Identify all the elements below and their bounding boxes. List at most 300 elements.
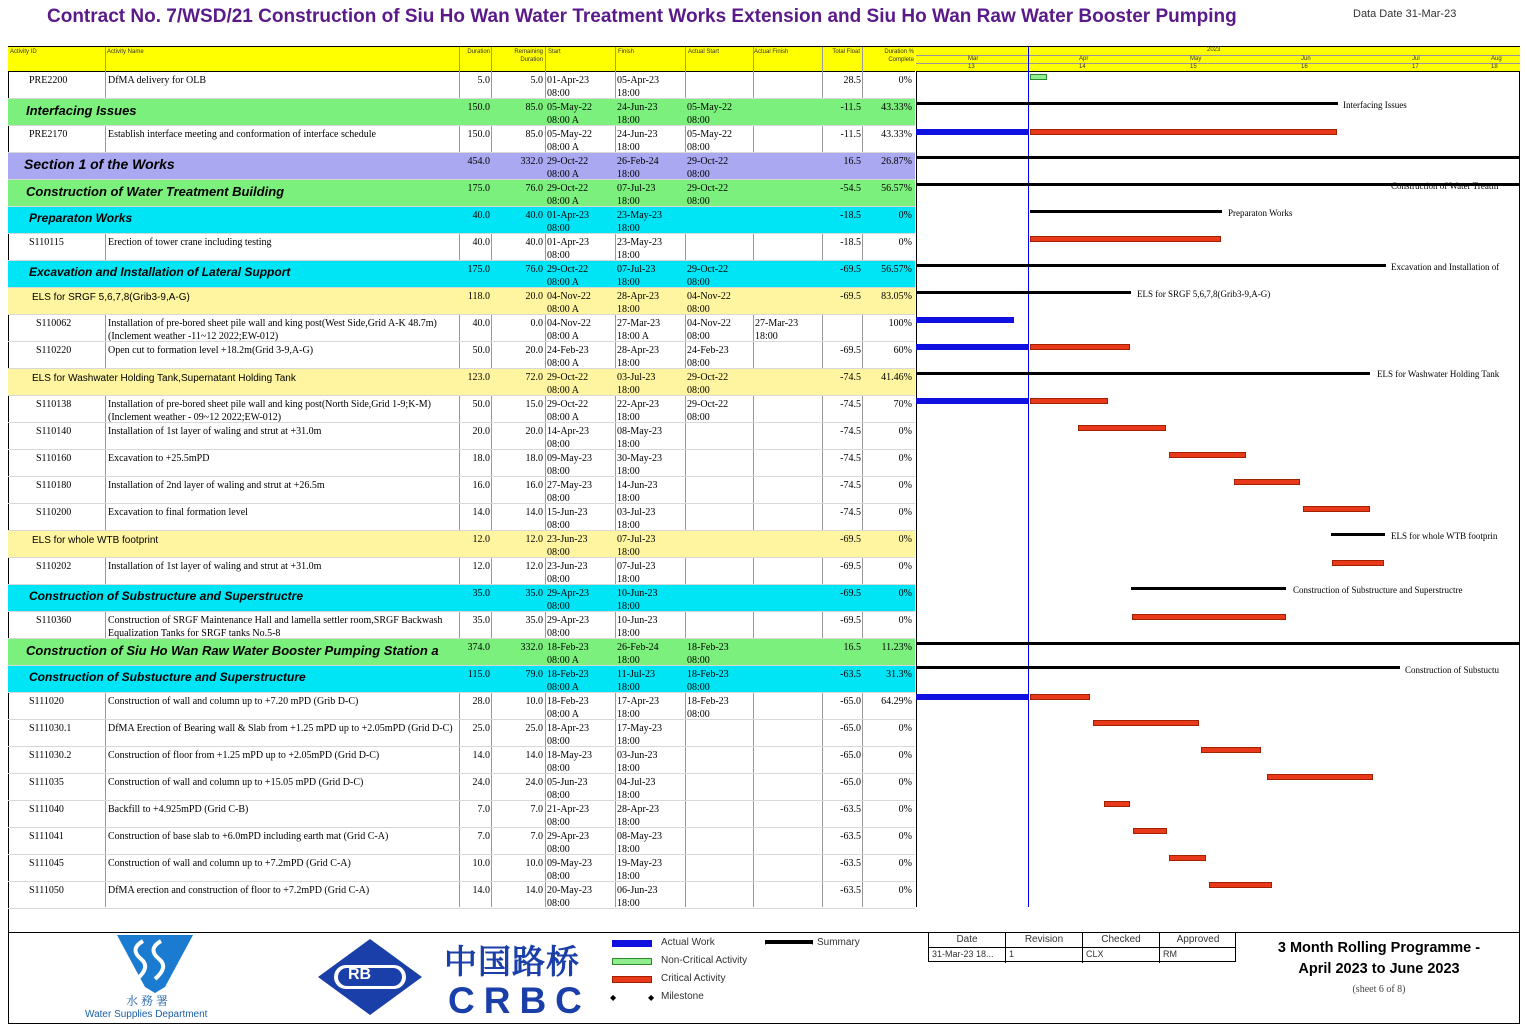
timescale-year: 2023 [1207, 47, 1221, 53]
remaining-duration: 0.0 [530, 318, 543, 329]
summary-bar[interactable] [916, 264, 1386, 267]
total-float: -69.5 [840, 561, 861, 572]
critical-bar[interactable] [1104, 801, 1130, 807]
start-date: 05-Jun-23 [547, 777, 588, 788]
critical-bar[interactable] [1169, 452, 1246, 458]
finish-time: 18:00 [617, 493, 640, 504]
duration: 175.0 [467, 183, 490, 194]
activity-id: S111035 [29, 777, 64, 788]
total-float: -69.5 [840, 264, 861, 275]
wbs-row[interactable] [8, 369, 915, 396]
activity-name: Erection of tower crane including testing [108, 237, 272, 248]
remaining-duration: 85.0 [525, 129, 543, 140]
total-float: -65.0 [840, 696, 861, 707]
critical-bar[interactable] [1332, 560, 1384, 566]
summary-icon [809, 940, 813, 945]
duration: 14.0 [472, 885, 490, 896]
finish-date: 05-Apr-23 [617, 75, 660, 86]
col-remaining-duration[interactable]: Remaining Duration [514, 49, 543, 63]
finish-time: 18:00 [617, 466, 640, 477]
total-float: -18.5 [840, 210, 861, 221]
total-float: -63.5 [840, 885, 861, 896]
finish-time: 18:00 [617, 817, 640, 828]
summary-bar[interactable] [916, 372, 1370, 375]
start-date: 23-Jun-23 [547, 561, 588, 572]
finish-date: 26-Feb-24 [617, 642, 659, 653]
activity-name: Establish interface meeting and conformation of interface schedule [108, 129, 376, 140]
table-row[interactable] [8, 126, 915, 153]
actual-bar[interactable] [916, 317, 1014, 323]
table-row[interactable] [8, 612, 915, 639]
wbs-row[interactable] [8, 261, 915, 288]
critical-bar[interactable] [1030, 694, 1090, 700]
finish-time: 18:00 [617, 304, 640, 315]
finish-date: 14-Jun-23 [617, 480, 658, 491]
duration: 115.0 [467, 669, 490, 680]
duration-percent: 0% [898, 75, 912, 86]
rb-logo-text: RB [348, 966, 372, 983]
actual-start-time: 08:00 [687, 115, 710, 126]
activity-name: Open cut to formation level +18.2m(Grid 3-9,A-G) [108, 345, 314, 356]
actual-start-date: 29-Oct-22 [687, 372, 729, 383]
critical-bar[interactable] [1030, 398, 1108, 404]
duration-percent: 56.57% [881, 264, 912, 275]
total-float: -74.5 [840, 372, 861, 383]
wbs-name: ELS for SRGF 5,6,7,8(Grib3-9,A-G) [32, 292, 190, 303]
col-total-float[interactable]: Total Float [832, 49, 860, 55]
finish-date: 26-Feb-24 [617, 156, 659, 167]
actual-start-date: 29-Oct-22 [687, 156, 729, 167]
summary-bar[interactable] [1331, 533, 1385, 536]
finish-date: 10-Jun-23 [617, 588, 658, 599]
total-float: -11.5 [840, 102, 861, 113]
remaining-duration: 332.0 [520, 642, 543, 653]
start-time: 08:00 A [547, 412, 579, 423]
col-actual-finish[interactable]: Actual Finish [754, 49, 789, 55]
start-time: 08:00 A [547, 709, 579, 720]
duration: 7.0 [477, 804, 490, 815]
start-time: 08:00 A [547, 169, 579, 180]
finish-date: 11-Jul-23 [617, 669, 655, 680]
remaining-duration: 14.0 [525, 507, 543, 518]
finish-time: 18:00 [617, 439, 640, 450]
finish-time: 18:00 [617, 223, 640, 234]
legend-non-critical: Non-Critical Activity [661, 955, 748, 966]
duration: 50.0 [472, 345, 490, 356]
finish-date: 07-Jul-23 [617, 264, 656, 275]
wbs-row[interactable] [8, 180, 915, 207]
start-date: 29-Oct-22 [547, 372, 589, 383]
wbs-row[interactable] [8, 153, 915, 180]
gantt-label: Excavation and Installation of [1391, 262, 1500, 272]
start-time: 08:00 A [547, 655, 579, 666]
activity-name: DfMA erection and construction of floor to +7.2mPD (Grid C-A) [108, 885, 370, 896]
finish-time: 18:00 [617, 385, 640, 396]
activity-id: S110138 [36, 399, 72, 410]
activity-name: DfMA Erection of Bearing wall & Slab from +1.25 mPD up to +2.05mPD (Grid D-C) [108, 723, 453, 734]
remaining-duration: 14.0 [525, 885, 543, 896]
actual-bar[interactable] [916, 398, 1028, 404]
data-date-line [1028, 47, 1029, 907]
start-date: 18-Feb-23 [547, 669, 589, 680]
duration-percent: 0% [898, 588, 912, 599]
table-row[interactable] [8, 396, 915, 423]
rev-header-approved: Approved [1176, 934, 1220, 945]
duration-percent: 0% [898, 426, 912, 437]
section-line [916, 642, 1520, 645]
summary-icon [765, 940, 813, 944]
wbs-name: Construction of Siu Ho Wan Raw Water Booster Pumping Station a [26, 643, 439, 658]
activity-id: S111040 [29, 804, 64, 815]
duration-percent: 31.3% [886, 669, 912, 680]
duration: 40.0 [472, 318, 490, 329]
activity-id: PRE2200 [29, 75, 68, 86]
page-title: Contract No. 7/WSD/21 Construction of Siu Ho Wan Water Treatment Works Extension and Siu Ho Wan Raw Water Booster Pumping [47, 6, 1237, 27]
start-date: 09-May-23 [547, 858, 592, 869]
actual-start-time: 08:00 [687, 358, 710, 369]
finish-date: 19-May-23 [617, 858, 662, 869]
rev-value-date: 31-Mar-23 18... [932, 949, 994, 959]
actual-start-time: 08:00 [687, 655, 710, 666]
remaining-duration: 7.0 [530, 804, 543, 815]
remaining-duration: 25.0 [525, 723, 543, 734]
legend-actual-work: Actual Work [661, 937, 715, 948]
remaining-duration: 20.0 [525, 426, 543, 437]
critical-bar[interactable] [1201, 747, 1261, 753]
table-row[interactable] [8, 693, 915, 720]
start-time: 08:00 [547, 736, 570, 747]
rev-value-approved: RM [1163, 949, 1177, 959]
table-row[interactable] [8, 558, 915, 585]
finish-time: 18:00 [617, 88, 640, 99]
actual-start-time: 08:00 [687, 385, 710, 396]
actual-bar[interactable] [916, 129, 1028, 135]
col-start[interactable]: Start [548, 49, 561, 55]
actual-start-date: 04-Nov-22 [687, 318, 731, 329]
finish-date: 03-Jun-23 [617, 750, 658, 761]
wbs-name: Section 1 of the Works [24, 156, 175, 172]
finish-time: 18:00 [617, 709, 640, 720]
total-float: -63.5 [840, 804, 861, 815]
actual-start-date: 18-Feb-23 [687, 642, 729, 653]
critical-bar[interactable] [1133, 828, 1167, 834]
col-finish[interactable]: Finish [618, 49, 635, 55]
remaining-duration: 5.0 [530, 75, 543, 86]
noncritical-bar[interactable] [1030, 74, 1047, 80]
programme-title [1248, 938, 1510, 980]
table-row[interactable] [8, 855, 915, 882]
rev-header-revision: Revision [1024, 934, 1064, 945]
duration: 12.0 [472, 534, 490, 545]
duration-percent: 0% [898, 831, 912, 842]
table-row[interactable] [8, 801, 915, 828]
start-time: 08:00 A [547, 115, 579, 126]
table-row[interactable] [8, 477, 915, 504]
total-float: -69.5 [840, 534, 861, 545]
finish-time: 18:00 [617, 547, 640, 558]
summary-bar[interactable] [1030, 210, 1222, 213]
table-row[interactable] [8, 828, 915, 855]
activity-id: S110140 [36, 426, 72, 437]
revision-table [928, 932, 1236, 962]
activity-name: Installation of 1st layer of waling and strut at +31.0m [108, 426, 322, 437]
summary-bar[interactable] [1131, 587, 1286, 590]
summary-icon [765, 940, 769, 945]
wbs-name: Preparaton Works [29, 211, 133, 225]
month-mar: Mar [968, 56, 979, 62]
month-aug: Aug [1491, 56, 1502, 62]
start-time: 08:00 [547, 223, 570, 234]
summary-bar[interactable] [916, 102, 1338, 105]
actual-finish-time: 18:00 [755, 331, 778, 342]
wbs-row[interactable] [8, 666, 915, 693]
finish-date: 28-Apr-23 [617, 345, 660, 356]
total-float: -74.5 [840, 480, 861, 491]
duration-percent: 0% [898, 777, 912, 788]
start-date: 29-Oct-22 [547, 264, 589, 275]
start-date: 18-Apr-23 [547, 723, 590, 734]
finish-time: 18:00 [617, 196, 640, 207]
duration: 24.0 [472, 777, 490, 788]
start-time: 08:00 A [547, 385, 579, 396]
col-duration-pct[interactable]: Duration % Complete [884, 49, 914, 63]
finish-time: 18:00 [617, 844, 640, 855]
activity-name: Construction of wall and column up to +7.20 mPD (Grib D-C) [108, 696, 359, 707]
finish-date: 07-Jul-23 [617, 183, 656, 194]
finish-time: 18:00 [617, 574, 640, 585]
finish-time: 18:00 [617, 682, 640, 693]
actual-start-time: 08:00 [687, 277, 710, 288]
total-float: 28.5 [843, 75, 861, 86]
milestone-icon: ◆ [610, 993, 617, 1002]
summary-bar[interactable] [916, 291, 1131, 294]
duration: 5.0 [477, 75, 490, 86]
activity-name: Installation of pre-bored sheet pile wall and king post(West Side,Grid A-K 48.7m) (Inclement weather -11~12 2022;EW-012) [108, 318, 437, 342]
table-row[interactable] [8, 747, 915, 774]
activity-id: S111020 [29, 696, 64, 707]
start-time: 08:00 A [547, 682, 579, 693]
finish-date: 08-May-23 [617, 831, 662, 842]
table-row[interactable] [8, 423, 915, 450]
wbs-name: Interfacing Issues [26, 103, 137, 118]
duration-percent: 0% [898, 453, 912, 464]
finish-date: 27-Mar-23 [617, 318, 661, 329]
critical-bar[interactable] [1132, 614, 1286, 620]
duration-percent: 56.57% [881, 183, 912, 194]
start-time: 08:00 A [547, 331, 579, 342]
start-date: 15-Jun-23 [547, 507, 588, 518]
start-date: 29-Apr-23 [547, 615, 590, 626]
duration-percent: 26.87% [881, 156, 912, 167]
summary-bar[interactable] [916, 666, 1400, 669]
total-float: -63.5 [840, 831, 861, 842]
col-activity-id[interactable]: Activity ID [10, 49, 37, 55]
start-date: 05-May-22 [547, 102, 592, 113]
crbc-chinese-name: 中国路桥 [444, 942, 580, 981]
actual-start-time: 08:00 [687, 142, 710, 153]
col-activity-name[interactable]: Activity Name [107, 49, 144, 55]
wbs-row[interactable] [8, 288, 915, 315]
start-time: 08:00 [547, 601, 570, 612]
activity-name: Construction of wall and column up to +7.2mPD (Grid C-A) [108, 858, 351, 869]
actual-start-date: 29-Oct-22 [687, 399, 729, 410]
month-may: May [1190, 56, 1202, 62]
table-row[interactable] [8, 774, 915, 801]
duration-percent: 0% [898, 561, 912, 572]
duration-percent: 11.23% [881, 642, 912, 653]
legend-critical: Critical Activity [661, 973, 726, 984]
activity-id: S110220 [36, 345, 72, 356]
table-row[interactable] [8, 234, 915, 261]
wsd-english-name: Water Supplies Department [85, 1009, 208, 1020]
critical-bar[interactable] [1267, 774, 1373, 780]
actual-finish-date: 27-Mar-23 [755, 318, 799, 329]
remaining-duration: 18.0 [525, 453, 543, 464]
start-time: 08:00 A [547, 358, 579, 369]
critical-bar[interactable] [1030, 344, 1130, 350]
start-date: 14-Apr-23 [547, 426, 590, 437]
rev-header-date: Date [956, 934, 978, 945]
duration: 12.0 [472, 561, 490, 572]
duration: 40.0 [472, 237, 490, 248]
finish-date: 23-May-23 [617, 210, 662, 221]
start-date: 01-Apr-23 [547, 75, 590, 86]
duration-percent: 70% [893, 399, 912, 410]
activity-name: Construction of wall and column up to +15.05 mPD (Grid D-C) [108, 777, 364, 788]
duration-percent: 0% [898, 210, 912, 221]
critical-bar[interactable] [1209, 882, 1272, 888]
start-date: 29-Apr-23 [547, 588, 590, 599]
legend-critical-swatch [612, 976, 652, 983]
activity-name: Construction of base slab to +6.0mPD including earth mat (Grid C-A) [108, 831, 389, 842]
start-time: 08:00 [547, 466, 570, 477]
total-float: -69.5 [840, 291, 861, 302]
week-18: 18 [1491, 64, 1498, 70]
table-row[interactable] [8, 315, 915, 342]
week-17: 17 [1412, 64, 1419, 70]
summary-bar[interactable] [916, 183, 1386, 186]
start-time: 08:00 [547, 790, 570, 801]
finish-time: 18:00 [617, 898, 640, 909]
actual-bar[interactable] [916, 344, 1028, 350]
start-date: 18-Feb-23 [547, 642, 589, 653]
table-row[interactable] [8, 342, 915, 369]
start-time: 08:00 [547, 898, 570, 909]
table-row[interactable] [8, 72, 915, 99]
activity-id: S110062 [36, 318, 72, 329]
duration-percent: 0% [898, 804, 912, 815]
critical-bar[interactable] [1303, 506, 1370, 512]
table-row[interactable] [8, 882, 915, 909]
wbs-name: ELS for whole WTB footprint [32, 535, 159, 546]
data-date: Data Date 31-Mar-23 [1353, 8, 1457, 20]
start-time: 08:00 [547, 547, 570, 558]
wbs-row[interactable] [8, 99, 915, 126]
total-float: -54.5 [840, 183, 861, 194]
start-time: 08:00 [547, 520, 570, 531]
gantt-label: Construction of Water Treatm [1391, 181, 1499, 191]
remaining-duration: 76.0 [525, 264, 543, 275]
total-float: -63.5 [840, 669, 861, 680]
critical-bar[interactable] [1030, 129, 1337, 135]
wbs-row[interactable] [8, 585, 915, 612]
col-duration[interactable]: Duration [467, 49, 490, 55]
duration: 20.0 [472, 426, 490, 437]
activity-id: S111050 [29, 885, 64, 896]
duration: 40.0 [472, 210, 490, 221]
actual-start-date: 29-Oct-22 [687, 183, 729, 194]
start-time: 08:00 [547, 250, 570, 261]
actual-start-time: 08:00 [687, 709, 710, 720]
section-line [916, 156, 1520, 159]
finish-date: 03-Jul-23 [617, 507, 656, 518]
wbs-name: Construction of Substructure and Superstructre [29, 589, 304, 603]
actual-start-date: 18-Feb-23 [687, 696, 729, 707]
gantt-label: Construction of Substuctu [1405, 665, 1499, 675]
start-time: 08:00 [547, 763, 570, 774]
month-jul: Jul [1412, 56, 1420, 62]
finish-time: 18:00 [617, 115, 640, 126]
start-time: 08:00 A [547, 142, 579, 153]
start-date: 29-Oct-22 [547, 156, 589, 167]
actual-start-time: 08:00 [687, 169, 710, 180]
wbs-row[interactable] [8, 639, 915, 666]
total-float: -74.5 [840, 453, 861, 464]
critical-bar[interactable] [1030, 236, 1221, 242]
duration: 14.0 [472, 507, 490, 518]
programme-title-line1: 3 Month Rolling Programme - [1277, 940, 1481, 956]
legend-summary: Summary [817, 937, 860, 948]
duration-percent: 0% [898, 507, 912, 518]
finish-date: 30-May-23 [617, 453, 662, 464]
table-row[interactable] [8, 504, 915, 531]
start-time: 08:00 [547, 493, 570, 504]
total-float: -11.5 [840, 129, 861, 140]
remaining-duration: 72.0 [525, 372, 543, 383]
duration: 374.0 [467, 642, 490, 653]
total-float: -65.0 [840, 750, 861, 761]
activity-name: Backfill to +4.925mPD (Grid C-B) [108, 804, 249, 815]
total-float: 16.5 [843, 642, 861, 653]
start-date: 01-Apr-23 [547, 237, 590, 248]
critical-bar[interactable] [1169, 855, 1206, 861]
col-actual-start[interactable]: Actual Start [688, 49, 720, 55]
total-float: -63.5 [840, 858, 861, 869]
critical-bar[interactable] [1093, 720, 1199, 726]
week-14: 14 [1079, 64, 1086, 70]
start-time: 08:00 [547, 844, 570, 855]
table-row[interactable] [8, 450, 915, 477]
remaining-duration: 14.0 [525, 750, 543, 761]
wbs-name: Excavation and Installation of Lateral Support [29, 265, 291, 279]
critical-bar[interactable] [1234, 479, 1300, 485]
critical-bar[interactable] [1078, 425, 1166, 431]
total-float: -74.5 [840, 507, 861, 518]
actual-bar[interactable] [916, 694, 1028, 700]
duration-percent: 0% [898, 723, 912, 734]
wbs-row[interactable] [8, 207, 915, 234]
actual-start-date: 05-May-22 [687, 102, 732, 113]
wbs-row[interactable] [8, 531, 915, 558]
finish-time: 18:00 [617, 871, 640, 882]
crbc-english-name: CRBC [448, 980, 591, 1021]
duration-percent: 0% [898, 615, 912, 626]
table-row[interactable] [8, 720, 915, 747]
start-time: 08:00 [547, 88, 570, 99]
duration: 14.0 [472, 750, 490, 761]
start-time: 08:00 [547, 628, 570, 639]
activity-id: S110115 [29, 237, 64, 248]
